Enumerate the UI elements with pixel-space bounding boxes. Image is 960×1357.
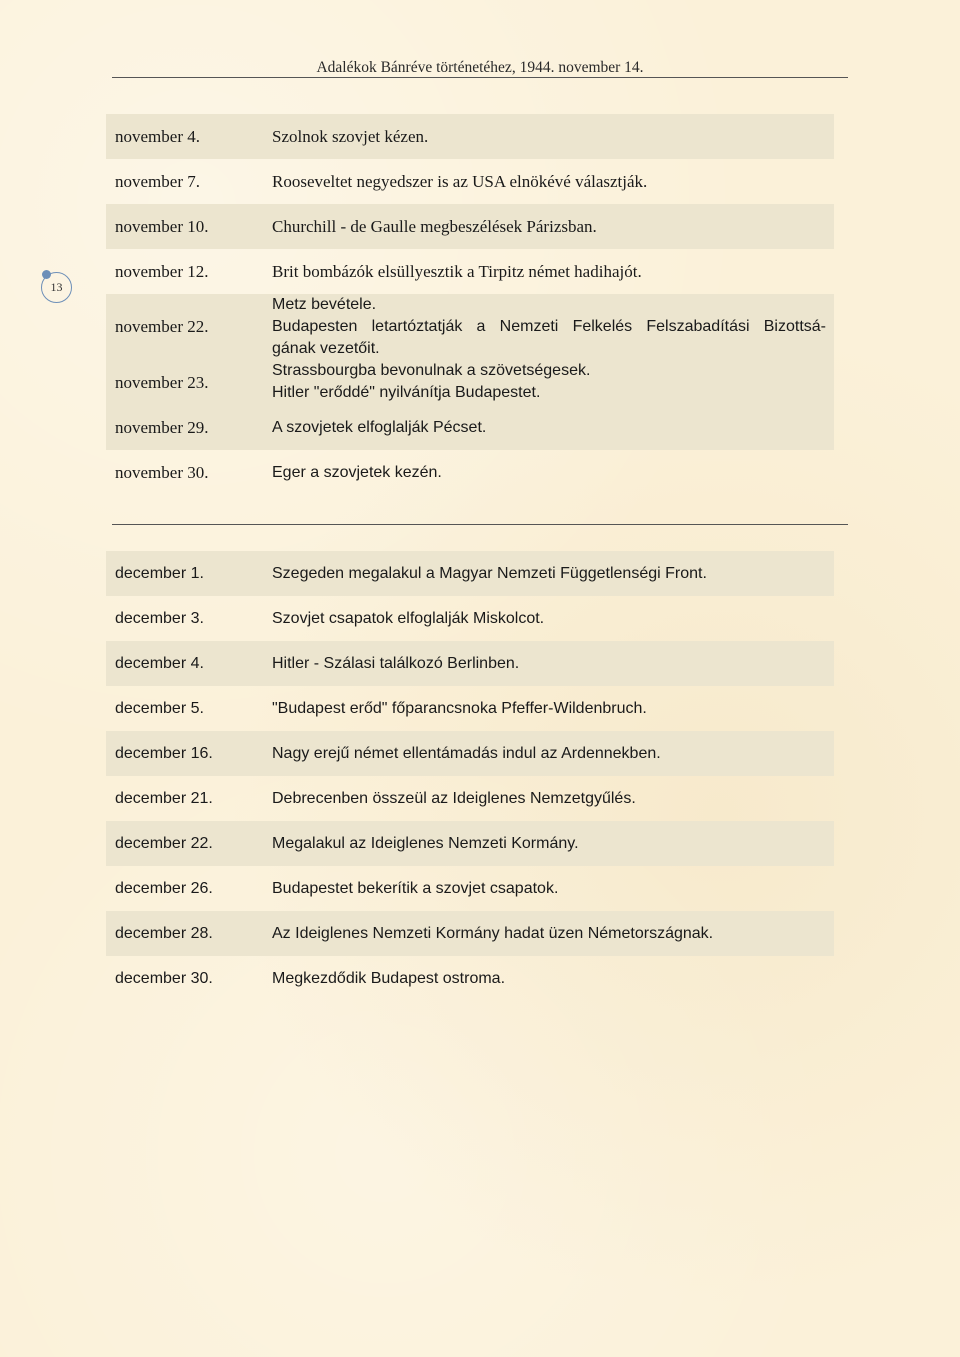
row-event-line: Hitler "erőddé" nyilvánítja Budapestet.: [272, 384, 541, 401]
row-event: "Budapest erőd" főparancsnoka Pfeffer-Wildenbruch.: [272, 700, 647, 717]
row-date: november 4.: [115, 127, 200, 146]
row-date: november 12.: [115, 262, 209, 281]
row-date: december 21.: [115, 790, 213, 807]
row-event: Nagy erejű német ellentámadás indul az Ardennekben.: [272, 745, 661, 762]
row-date: november 23.: [115, 373, 209, 392]
table-row: [106, 956, 834, 1001]
running-header: Adalékok Bánréve történetéhez, 1944. november 14.: [112, 58, 848, 78]
row-date: december 5.: [115, 700, 204, 717]
table-row: [106, 294, 834, 360]
table-row: [106, 911, 834, 956]
row-event-line: gának vezetőit.: [272, 340, 380, 357]
row-event: Szegeden megalakul a Magyar Nemzeti Függetlenségi Front.: [272, 565, 707, 582]
row-event: Budapestet bekerítik a szovjet csapatok.: [272, 880, 559, 897]
table-row: [106, 641, 834, 686]
row-event: Az Ideiglenes Nemzeti Kormány hadat üzen Németországnak.: [272, 925, 714, 942]
table-row: [106, 114, 834, 159]
table-row: [106, 249, 834, 294]
row-date: december 1.: [115, 565, 204, 582]
table-row: [106, 551, 834, 596]
row-event-line: Metz bevétele.: [272, 296, 377, 313]
row-event: Rooseveltet negyedszer is az USA elnökévé választják.: [272, 172, 648, 191]
row-event: Debrecenben összeül az Ideiglenes Nemzetgyűlés.: [272, 790, 636, 807]
table-row: [106, 204, 834, 249]
row-event: [272, 294, 826, 360]
row-event: Szovjet csapatok elfoglalják Miskolcot.: [272, 610, 545, 627]
row-date: december 16.: [115, 745, 213, 762]
row-date: december 28.: [115, 925, 213, 942]
row-event: Megalakul az Ideiglenes Nemzeti Kormány.: [272, 835, 579, 852]
row-date: november 22.: [115, 317, 209, 336]
row-event: [272, 360, 826, 404]
row-date: december 4.: [115, 655, 204, 672]
table-row: [106, 686, 834, 731]
row-event: Churchill - de Gaulle megbeszélések Párizsban.: [272, 217, 597, 236]
row-date: december 26.: [115, 880, 213, 897]
row-date: november 10.: [115, 217, 209, 236]
row-date: november 7.: [115, 172, 200, 191]
row-event-line: Budapesten letartóztatják a Nemzeti Felkelés Felszabadítási Bizottsá-: [272, 318, 826, 335]
row-event: Szolnok szovjet kézen.: [272, 127, 429, 146]
row-date: december 30.: [115, 970, 213, 987]
page-number: 13: [41, 272, 72, 303]
row-event: A szovjetek elfoglalják Pécset.: [272, 419, 487, 436]
table-row: [106, 821, 834, 866]
row-date: november 29.: [115, 418, 209, 437]
table-row: [106, 405, 834, 450]
row-event: Megkezdődik Budapest ostroma.: [272, 970, 506, 987]
row-event: Hitler - Szálasi találkozó Berlinben.: [272, 655, 520, 672]
row-event: Eger a szovjetek kezén.: [272, 464, 442, 481]
row-event-line: Strassbourgba bevonulnak a szövetségesek.: [272, 362, 591, 379]
november-table: [106, 114, 834, 495]
table-row: [106, 596, 834, 641]
row-date: december 22.: [115, 835, 213, 852]
table-row: [106, 866, 834, 911]
row-date: november 30.: [115, 463, 209, 482]
table-row: [106, 159, 834, 204]
row-date: december 3.: [115, 610, 204, 627]
table-row: [106, 450, 834, 495]
table-row: [106, 360, 834, 405]
section-divider: [112, 524, 848, 525]
row-event: Brit bombázók elsüllyesztik a Tirpitz német hadihajót.: [272, 262, 642, 281]
december-table: [106, 551, 834, 1001]
table-row: [106, 731, 834, 776]
table-row: [106, 776, 834, 821]
